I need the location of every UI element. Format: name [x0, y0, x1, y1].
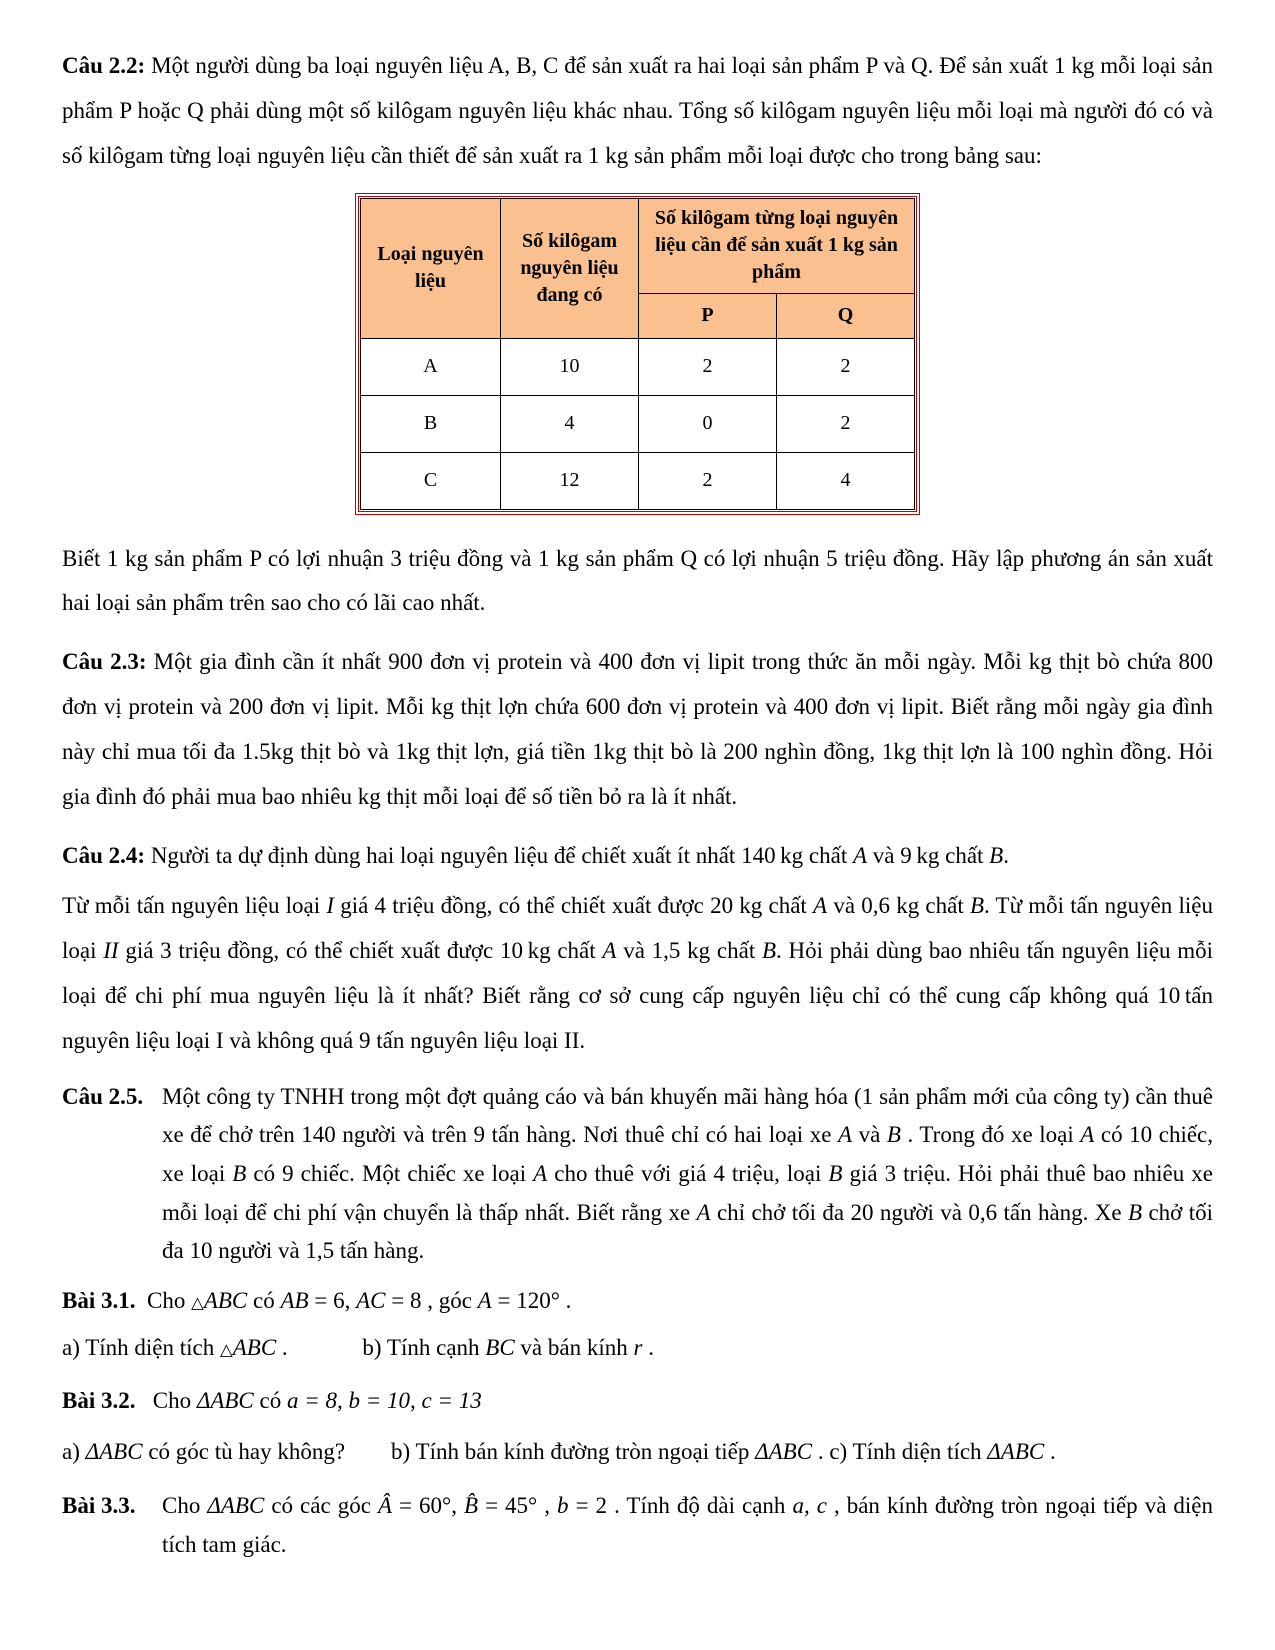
cell-p: 0: [639, 395, 777, 452]
problem-3-1-questions: a) Tính diện tích △ABC . b) Tính cạnh BC và bán kính r .: [62, 1335, 654, 1361]
cell-available: 4: [501, 395, 639, 452]
problem-2-5-label: Câu 2.5.: [62, 1083, 144, 1109]
problem-2-2-text: Câu 2.2: Một người dùng ba loại nguyên liệu A, B, C để sản xuất ra hai loại sản phẩm P và Q. Để sản xuất 1 kg mỗi loại sản phẩm P hoặc Q phải dùng một số kilôgam nguyên liệu khác nhau. Tổng số kilôgam nguyên liệu mỗi loại mà người đó có và số kilôgam từng loại nguyên liệu cần thiết để sản xuất ra 1 kg sản phẩm mỗi loại được cho trong bảng sau:: [62, 53, 1213, 168]
cell-material: A: [361, 338, 501, 395]
cell-q: 2: [777, 395, 915, 452]
col-header-material: Loại nguyên liệu: [361, 198, 501, 338]
cell-p: 2: [639, 452, 777, 509]
problem-2-4-text-part1: Câu 2.4: Người ta dự định dùng hai loại nguyên liệu để chiết xuất ít nhất 140 kg chất A và 9 kg chất B.: [62, 842, 1009, 868]
problem-2-4-text-part2: Từ mỗi tấn nguyên liệu loại I giá 4 triệu đồng, có thể chiết xuất được 20 kg chất A và 0,6 kg chất B. Từ mỗi tấn nguyên liệu loại II giá 3 triệu đồng, có thể chiết xuất được 10 kg chất A và 1,5 kg chất B. Hỏi phải dùng bao nhiêu tấn nguyên liệu mỗi loại để chi phí mua nguyên liệu là ít nhất? Biết rằng cơ sở cung cấp nguyên liệu chỉ có thể cung cấp không quá 10 tấn nguyên liệu loại I và không quá 9 tấn nguyên liệu loại II.: [62, 893, 1214, 1053]
cell-material: B: [361, 395, 501, 452]
problem-3-3-text: Cho ΔABC có các góc Â = 60°, B̂ = 45° , b = 2 . Tính độ dài cạnh a, c , bán kính đường tròn ngoại tiếp và diện tích tam giác.: [162, 1493, 1214, 1557]
table-row-a: [361, 338, 915, 395]
problem-2-5-text: Một công ty TNHH trong một đợt quảng cáo và bán khuyến mãi hàng hóa (1 sản phẩm mới của công ty) cần thuê xe để chở trên 140 người và trên 9 tấn hàng. Nơi thuê chỉ có hai loại xe A và B . Trong đó xe loại A có 10 chiếc, xe loại B có 9 chiếc. Một chiếc xe loại A cho thuê với giá 4 triệu, loại B giá 3 triệu. Hỏi phải thuê bao nhiêu xe mỗi loại để chi phí vận chuyển là thấp nhất. Biết rằng xe A chỉ chở tối đa 20 người và 0,6 tấn hàng. Xe B chở tối đa 10 người và 1,5 tấn hàng.: [162, 1083, 1213, 1264]
cell-q: 2: [777, 338, 915, 395]
materials-table: [360, 198, 915, 510]
table-row-c: [361, 452, 915, 509]
cell-p: 2: [639, 338, 777, 395]
problem-2-2-profit-note: Biết 1 kg sản phẩm P có lợi nhuận 3 triệu đồng và 1 kg sản phẩm Q có lợi nhuận 5 triệu đồng. Hãy lập phương án sản xuất hai loại sản phẩm trên sao cho có lãi cao nhất.: [62, 545, 1213, 616]
col-header-p: P: [639, 293, 777, 338]
table-header-row-1: [361, 198, 915, 293]
col-header-needed: Số kilôgam từng loại nguyên liệu cần để sản xuất 1 kg sản phẩm: [639, 198, 915, 293]
cell-available: 10: [501, 338, 639, 395]
problem-2-3-text: Câu 2.3: Một gia đình cần ít nhất 900 đơn vị protein và 400 đơn vị lipit trong thức ăn mỗi ngày. Mỗi kg thịt bò chứa 800 đơn vị protein và 200 đơn vị lipit. Mỗi kg thịt lợn chứa 600 đơn vị protein và 400 đơn vị lipit. Biết rằng mỗi ngày gia đình này chỉ mua tối đa 1.5kg thịt bò và 1kg thịt lợn, giá tiền 1kg thịt bò là 200 nghìn đồng, 1kg thịt lợn là 100 nghìn đồng. Hỏi gia đình đó phải mua bao nhiêu kg thịt mỗi loại để số tiền bỏ ra là ít nhất.: [62, 649, 1214, 809]
problem-3-1-statement: Bài 3.1. Cho △ABC có AB = 6, AC = 8 , góc A = 120° .: [62, 1287, 572, 1313]
materials-table-frame: [355, 193, 920, 515]
cell-material: C: [361, 452, 501, 509]
problem-3-2-statement: Bài 3.2. Cho ΔABC có a = 8, b = 10, c = 13: [62, 1388, 482, 1414]
table-row-b: [361, 395, 915, 452]
problem-3-3: [62, 1487, 1213, 1564]
col-header-q: Q: [777, 293, 915, 338]
cell-q: 4: [777, 452, 915, 509]
problem-3-3-label: Bài 3.3.: [62, 1493, 136, 1519]
cell-available: 12: [501, 452, 639, 509]
problem-3-2-questions: a) ΔABC có góc tù hay không? b) Tính bán kính đường tròn ngoại tiếp ΔABC . c) Tính diện tích ΔABC .: [62, 1439, 1056, 1465]
materials-table-container: [62, 193, 1213, 515]
col-header-available: Số kilôgam nguyên liệu đang có: [501, 198, 639, 338]
problem-2-5: [62, 1078, 1213, 1271]
